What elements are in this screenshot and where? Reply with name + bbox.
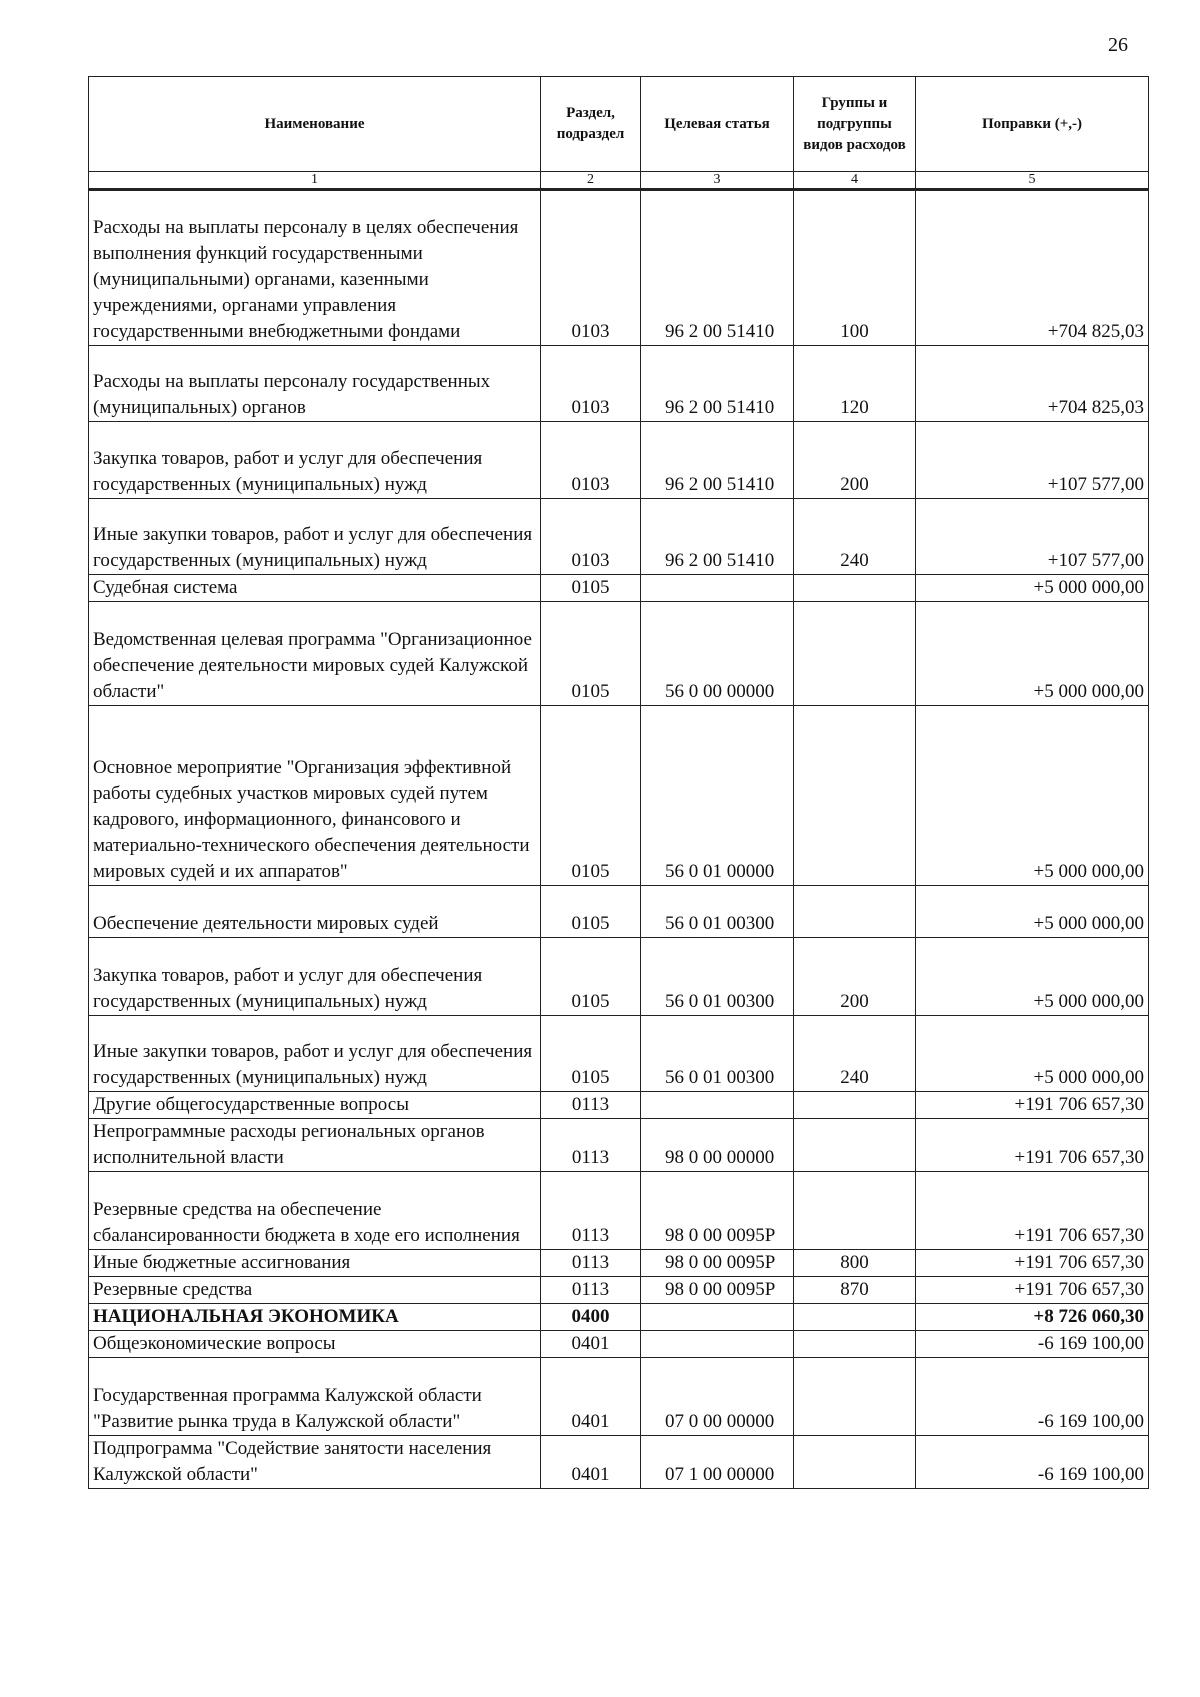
cell-section: 0113 [541,1119,641,1172]
cell-section: 0401 [541,1331,641,1358]
cell-name: Иные закупки товаров, работ и услуг для обеспечения государственных (муниципальных) нужд [89,1016,541,1092]
cell-target: 96 2 00 51410 [641,499,794,575]
column-numbers-row [89,172,1149,190]
cell-amount: +8 726 060,30 [916,1304,1149,1331]
cell-section: 0105 [541,706,641,886]
table-row [89,1277,1149,1304]
cell-amount: +107 577,00 [916,499,1149,575]
cell-amount: +191 706 657,30 [916,1092,1149,1119]
cell-target: 56 0 00 00000 [641,602,794,706]
cell-group: 240 [794,499,916,575]
table-row [89,1358,1149,1436]
cell-group [794,1092,916,1119]
cell-group [794,706,916,886]
cell-name: Основное мероприятие "Организация эффективной работы судебных участков мировых судей путем кадрового, информационного, финансового и материально-технического обеспечения деятельности мировых судей и их аппаратов" [89,706,541,886]
cell-amount: +5 000 000,00 [916,602,1149,706]
cell-name: Иные бюджетные ассигнования [89,1250,541,1277]
cell-name: Резервные средства [89,1277,541,1304]
cell-target: 56 0 01 00300 [641,886,794,938]
cell-amount: +5 000 000,00 [916,706,1149,886]
table-row [89,602,1149,706]
cell-target: 98 0 00 0095Р [641,1277,794,1304]
cell-group [794,1331,916,1358]
cell-amount: +5 000 000,00 [916,1016,1149,1092]
column-number: 1 [89,172,541,190]
cell-group [794,1358,916,1436]
cell-amount: +704 825,03 [916,346,1149,422]
cell-target: 07 0 00 00000 [641,1358,794,1436]
cell-amount: +191 706 657,30 [916,1250,1149,1277]
column-number: 4 [794,172,916,190]
table-row [89,706,1149,886]
cell-target [641,1331,794,1358]
cell-name: Другие общегосударственные вопросы [89,1092,541,1119]
cell-name: Закупка товаров, работ и услуг для обеспечения государственных (муниципальных) нужд [89,422,541,499]
cell-target: 96 2 00 51410 [641,346,794,422]
cell-name: Судебная система [89,575,541,602]
cell-target: 98 0 00 00000 [641,1119,794,1172]
cell-name: Общеэкономические вопросы [89,1331,541,1358]
cell-group: 800 [794,1250,916,1277]
cell-amount: +5 000 000,00 [916,575,1149,602]
column-number: 2 [541,172,641,190]
cell-group [794,602,916,706]
column-number: 3 [641,172,794,190]
table-row [89,346,1149,422]
cell-name: Закупка товаров, работ и услуг для обеспечения государственных (муниципальных) нужд [89,938,541,1016]
table-row [89,1016,1149,1092]
cell-target: 07 1 00 00000 [641,1436,794,1489]
cell-group [794,1172,916,1250]
table-body [89,190,1149,1489]
cell-target: 56 0 01 00000 [641,706,794,886]
table-row [89,1172,1149,1250]
cell-section: 0103 [541,346,641,422]
cell-amount: +107 577,00 [916,422,1149,499]
table-row [89,499,1149,575]
table-row [89,1092,1149,1119]
cell-name: Непрограммные расходы региональных органов исполнительной власти [89,1119,541,1172]
cell-section: 0401 [541,1358,641,1436]
cell-name: Государственная программа Калужской области "Развитие рынка труда в Калужской области" [89,1358,541,1436]
cell-section: 0105 [541,1016,641,1092]
table-row [89,575,1149,602]
cell-section: 0105 [541,602,641,706]
cell-section: 0105 [541,938,641,1016]
cell-section: 0103 [541,422,641,499]
cell-name: Резервные средства на обеспечение сбалансированности бюджета в ходе его исполнения [89,1172,541,1250]
cell-group: 870 [794,1277,916,1304]
cell-group [794,575,916,602]
cell-target [641,575,794,602]
cell-name: Иные закупки товаров, работ и услуг для обеспечения государственных (муниципальных) нужд [89,499,541,575]
cell-name: НАЦИОНАЛЬНАЯ ЭКОНОМИКА [89,1304,541,1331]
table-row [89,1436,1149,1489]
cell-name: Расходы на выплаты персоналу в целях обеспечения выполнения функций государственными (муниципальными) органами, казенными учреждениями, органами управления государственными внебюджетными фондами [89,190,541,346]
header-target: Целевая статья [641,77,794,172]
page-number: 26 [1108,34,1128,56]
table-row [89,886,1149,938]
table-row [89,1304,1149,1331]
header-group: Группы и подгруппы видов расходов [794,77,916,172]
cell-target [641,1092,794,1119]
cell-group: 120 [794,346,916,422]
cell-target: 96 2 00 51410 [641,422,794,499]
cell-group: 100 [794,190,916,346]
cell-group: 200 [794,938,916,1016]
header-amount: Поправки (+,-) [916,77,1149,172]
cell-group [794,886,916,938]
cell-amount: +704 825,03 [916,190,1149,346]
table-row [89,422,1149,499]
cell-amount: +191 706 657,30 [916,1172,1149,1250]
table-row [89,190,1149,346]
cell-section: 0105 [541,886,641,938]
cell-target: 56 0 01 00300 [641,938,794,1016]
cell-section: 0113 [541,1277,641,1304]
cell-amount: +5 000 000,00 [916,938,1149,1016]
cell-amount: +191 706 657,30 [916,1119,1149,1172]
cell-amount: +191 706 657,30 [916,1277,1149,1304]
cell-target: 56 0 01 00300 [641,1016,794,1092]
cell-amount: +5 000 000,00 [916,886,1149,938]
cell-group [794,1304,916,1331]
cell-target: 98 0 00 0095Р [641,1172,794,1250]
cell-name: Ведомственная целевая программа "Организационное обеспечение деятельности мировых судей Калужской области" [89,602,541,706]
cell-amount: -6 169 100,00 [916,1331,1149,1358]
cell-section: 0400 [541,1304,641,1331]
cell-section: 0401 [541,1436,641,1489]
cell-group [794,1119,916,1172]
cell-group: 240 [794,1016,916,1092]
header-section: Раздел, подраздел [541,77,641,172]
cell-section: 0105 [541,575,641,602]
cell-section: 0113 [541,1250,641,1277]
header-name: Наименование [89,77,541,172]
table-row [89,1331,1149,1358]
cell-name: Обеспечение деятельности мировых судей [89,886,541,938]
table-row [89,1119,1149,1172]
cell-group: 200 [794,422,916,499]
cell-target: 98 0 00 0095Р [641,1250,794,1277]
cell-name: Расходы на выплаты персоналу государственных (муниципальных) органов [89,346,541,422]
cell-section: 0113 [541,1092,641,1119]
cell-amount: -6 169 100,00 [916,1358,1149,1436]
table-row [89,938,1149,1016]
cell-amount: -6 169 100,00 [916,1436,1149,1489]
budget-amendments-table [88,76,1149,1489]
cell-section: 0113 [541,1172,641,1250]
header-row [89,77,1149,172]
cell-name: Подпрограмма "Содействие занятости населения Калужской области" [89,1436,541,1489]
cell-section: 0103 [541,499,641,575]
cell-group [794,1436,916,1489]
cell-target [641,1304,794,1331]
cell-section: 0103 [541,190,641,346]
column-number: 5 [916,172,1149,190]
cell-target: 96 2 00 51410 [641,190,794,346]
table-row [89,1250,1149,1277]
